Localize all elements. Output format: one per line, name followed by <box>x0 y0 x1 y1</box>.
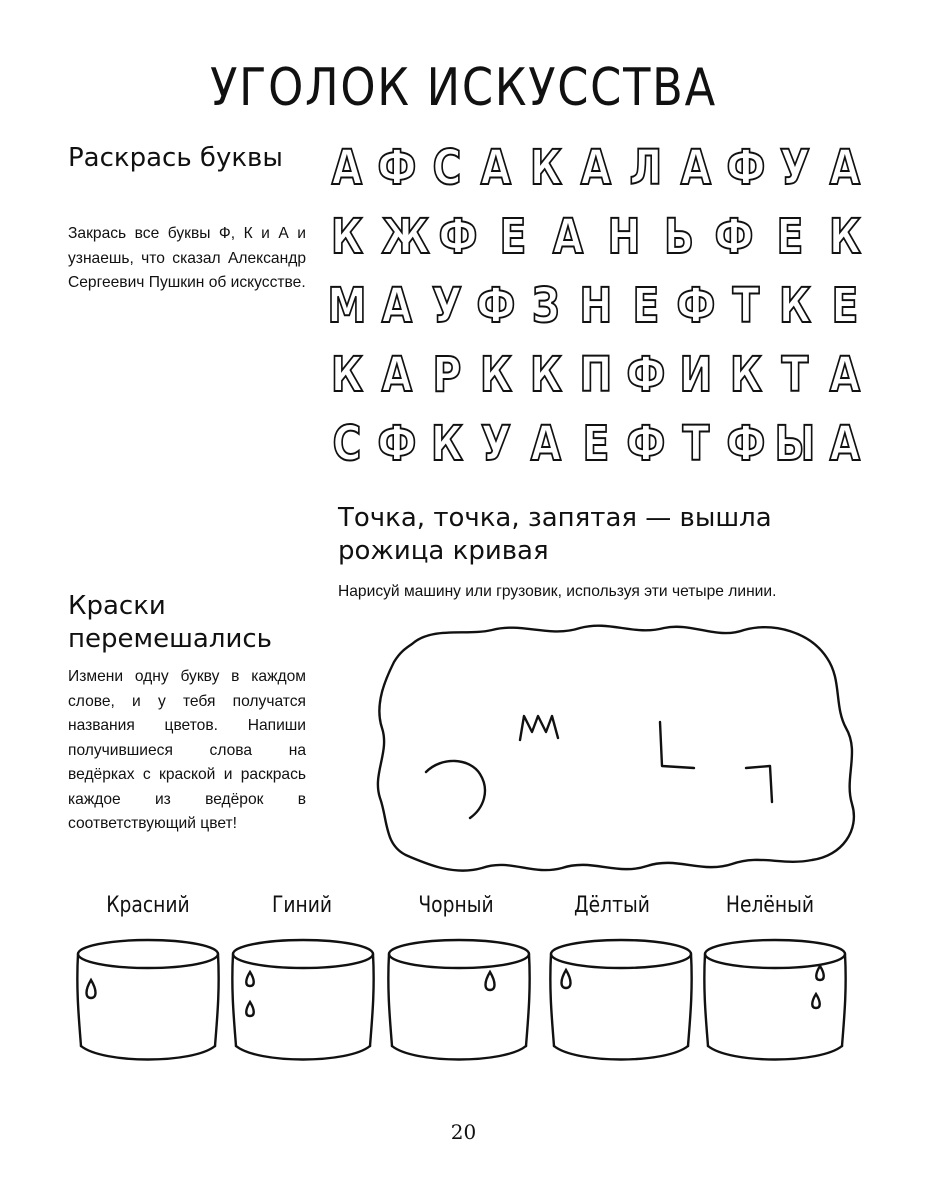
outline-letter[interactable]: Ф <box>725 416 765 472</box>
outline-letter[interactable]: А <box>680 140 711 196</box>
outline-letter[interactable]: Н <box>607 209 641 265</box>
outline-letter[interactable]: А <box>530 416 562 472</box>
mixed-paints-heading: Краски перемешались <box>68 591 272 654</box>
outline-letter[interactable]: Ф <box>377 416 417 472</box>
outline-letter[interactable]: Ф <box>377 140 417 196</box>
outline-letter[interactable]: Т <box>731 278 759 334</box>
outline-letter[interactable]: Л <box>629 140 663 196</box>
outline-letter[interactable]: А <box>829 140 861 196</box>
cloud-outline <box>378 626 854 871</box>
page-title: УГОЛОК ИСКУССТВА <box>210 58 717 118</box>
drawing-area[interactable] <box>372 618 860 880</box>
outline-letter[interactable]: М <box>327 278 367 334</box>
outline-letter[interactable]: Е <box>582 416 610 472</box>
outline-letter[interactable]: Ь <box>663 209 694 265</box>
outline-letter[interactable]: К <box>430 416 463 472</box>
letter-row-1 <box>322 138 870 198</box>
outline-letter[interactable]: Ф <box>476 278 516 334</box>
outline-letter[interactable]: К <box>779 278 812 334</box>
line-hook <box>746 766 772 802</box>
bucket-label: Нелёный <box>725 893 815 918</box>
outline-letter[interactable]: Ф <box>438 209 478 265</box>
letter-row-4 <box>322 345 870 405</box>
paint-bucket[interactable] <box>546 930 696 1070</box>
outline-letter[interactable]: А <box>829 416 861 472</box>
outline-letter[interactable]: П <box>579 347 613 403</box>
outline-letter[interactable]: К <box>530 347 563 403</box>
outline-letter[interactable]: Т <box>781 347 809 403</box>
outline-letter[interactable]: З <box>532 278 561 334</box>
outline-letter[interactable]: И <box>679 347 713 403</box>
drawing-task-heading: Точка, точка, запятая — вышла рожица кривая <box>338 503 772 566</box>
outline-letter[interactable]: А <box>381 347 412 403</box>
line-zigzag <box>520 716 558 740</box>
outline-letter[interactable]: К <box>330 347 363 403</box>
outline-letter[interactable]: К <box>480 347 513 403</box>
outline-letter[interactable]: Е <box>776 209 804 265</box>
drawing-task-instructions: Нарисуй машину или грузовик, используя эти четыре линии. <box>338 583 777 600</box>
letter-row-2 <box>322 207 870 267</box>
outline-letter[interactable]: А <box>381 278 412 334</box>
outline-letter[interactable]: Е <box>632 278 660 334</box>
outline-letter[interactable]: Т <box>682 416 710 472</box>
paint-bucket[interactable] <box>228 930 378 1070</box>
outline-letter[interactable]: С <box>332 416 362 472</box>
line-arc <box>426 761 485 818</box>
outline-letter[interactable]: А <box>553 209 584 265</box>
page-number: 20 <box>450 1120 477 1144</box>
outline-letter[interactable]: К <box>828 209 862 265</box>
outline-letter[interactable]: У <box>431 278 462 334</box>
outline-letter[interactable]: У <box>780 140 811 196</box>
outline-letter[interactable]: Ф <box>676 278 716 334</box>
outline-letter[interactable]: Ж <box>381 209 431 265</box>
letter-row-3 <box>322 276 870 336</box>
mixed-paints-instructions: Измени одну букву в каждом слове, и у тебя получатся названия цветов. Напиши получившиеся слова на ведёрках с краской и раскрась каждое из ведёрок в соответствующий цвет! <box>68 668 306 832</box>
bucket-label: Чорный <box>418 893 494 918</box>
outline-letter[interactable]: Ф <box>725 140 765 196</box>
outline-letter[interactable]: Е <box>831 278 859 334</box>
outline-letter[interactable]: У <box>481 416 512 472</box>
letter-row-5 <box>322 414 870 474</box>
outline-letter[interactable]: Ф <box>626 416 666 472</box>
outline-letter[interactable]: К <box>729 347 762 403</box>
outline-letter[interactable]: А <box>829 347 861 403</box>
bucket-label: Дёлтый <box>574 893 650 918</box>
paint-bucket[interactable] <box>700 930 850 1070</box>
bucket-label: Гиний <box>271 893 333 918</box>
paint-bucket[interactable] <box>384 930 534 1070</box>
outline-letter[interactable]: А <box>580 140 612 196</box>
outline-letter[interactable]: Ы <box>774 416 816 472</box>
outline-letter[interactable]: Н <box>579 278 613 334</box>
outline-letter[interactable]: А <box>331 140 363 196</box>
color-letters-heading: Раскрась буквы <box>68 143 283 173</box>
outline-letter[interactable]: Ф <box>714 209 754 265</box>
outline-letter[interactable]: С <box>432 140 461 196</box>
outline-letter[interactable]: Р <box>432 347 461 403</box>
outline-letter[interactable]: К <box>330 209 364 265</box>
letter-grid <box>322 138 870 474</box>
outline-letter[interactable]: Ф <box>626 347 666 403</box>
outline-letter[interactable]: Е <box>499 209 527 265</box>
outline-letter[interactable]: К <box>530 140 563 196</box>
outline-letter[interactable]: А <box>481 140 512 196</box>
line-corner <box>660 722 694 768</box>
bucket-label: Красний <box>106 893 190 918</box>
paint-bucket[interactable] <box>73 930 223 1070</box>
color-letters-instructions: Закрась все буквы Ф, К и А и узнаешь, что сказал Александр Сергеевич Пушкин об искусстве. <box>68 225 306 291</box>
